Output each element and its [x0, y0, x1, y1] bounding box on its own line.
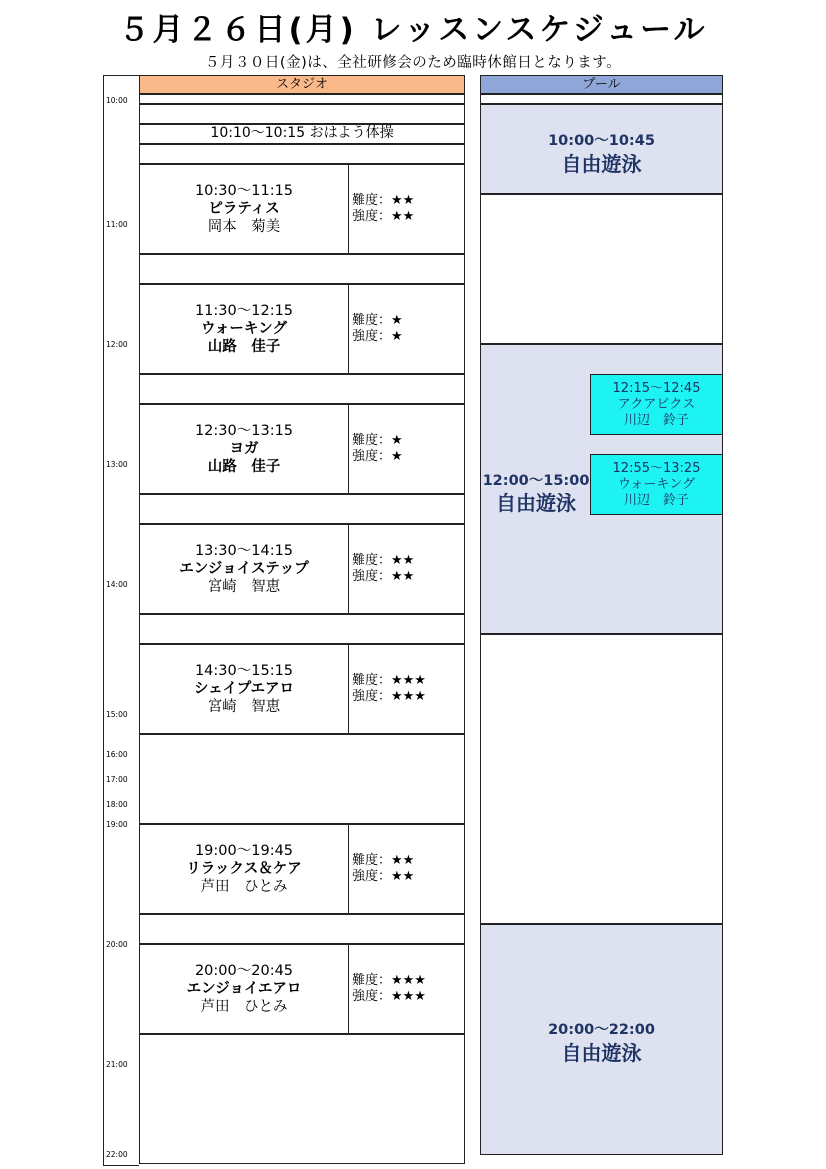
lesson-name: ウォーキング: [201, 321, 287, 337]
aqua-lesson-card: [590, 374, 723, 435]
studio-empty-slot: [139, 374, 465, 404]
morning-exercise: 10:10～10:15 おはよう体操: [139, 124, 465, 144]
studio-empty-slot: [139, 144, 465, 164]
lesson-difficulty: 難度：★★★: [352, 973, 426, 988]
lesson-name: エンジョイステップ: [179, 561, 309, 577]
lesson-instructor: 岡本 菊美: [207, 219, 281, 235]
lesson-time: 12:30～13:15: [194, 423, 294, 439]
lesson-difficulty: 難度：★★: [352, 853, 415, 868]
studio-empty-slot: [139, 104, 465, 124]
time-tick: 16:00: [106, 750, 128, 759]
lesson-name: リラックス＆ケア: [186, 861, 302, 877]
aqua-lesson-card: [590, 454, 723, 515]
lesson-difficulty: 難度：★: [352, 433, 403, 448]
lesson-instructor: 宮崎 智恵: [207, 579, 281, 595]
aqua-lesson-name: ウォーキング: [617, 476, 696, 492]
lesson-name: ヨガ: [229, 441, 259, 457]
time-tick: 18:00: [106, 800, 128, 809]
lesson-card: [139, 284, 465, 374]
free-swim-block: [480, 924, 723, 1155]
lesson-name: シェイプエアロ: [193, 681, 295, 697]
pool-header: プール: [480, 75, 723, 94]
aqua-lesson-time: 12:55～13:25: [612, 460, 701, 476]
free-swim-time: 12:00～15:00: [482, 473, 590, 489]
aqua-lesson-name: アクアビクス: [617, 396, 696, 412]
studio-empty-slot: [139, 494, 465, 524]
aqua-lesson-instructor: 川辺 鈴子: [623, 412, 689, 428]
lesson-instructor: 宮崎 智恵: [207, 699, 281, 715]
lesson-intensity: 強度：★★★: [352, 989, 426, 1004]
lesson-card: [139, 644, 465, 734]
studio-empty-slot: [139, 94, 465, 104]
lesson-intensity: 強度：★★: [352, 209, 415, 224]
lesson-intensity: 強度：★★: [352, 569, 415, 584]
studio-empty-slot: [139, 1034, 465, 1164]
lesson-instructor: 芦田 ひとみ: [200, 879, 288, 895]
pool-empty-slot: [480, 94, 723, 104]
studio-empty-slot: [139, 614, 465, 644]
lesson-intensity: 強度：★★: [352, 869, 415, 884]
time-tick: 11:00: [106, 220, 128, 229]
time-tick: 17:00: [106, 775, 128, 784]
lesson-time: 20:00～20:45: [194, 963, 294, 979]
lesson-intensity: 強度：★: [352, 449, 403, 464]
free-swim-block: [480, 104, 723, 194]
time-tick: 21:00: [106, 1060, 128, 1069]
studio-empty-slot: [139, 734, 465, 824]
lesson-time: 19:00～19:45: [194, 843, 294, 859]
lesson-time: 11:30～12:15: [194, 303, 294, 319]
lesson-name: ピラティス: [208, 201, 280, 217]
time-tick: 22:00: [106, 1150, 128, 1159]
lesson-time: 13:30～14:15: [194, 543, 294, 559]
time-tick: 15:00: [106, 710, 128, 719]
studio-empty-slot: [139, 254, 465, 284]
free-swim-label: 自由遊泳: [561, 1041, 642, 1065]
free-swim-label: 自由遊泳: [561, 152, 642, 176]
lesson-difficulty: 難度：★★★: [352, 673, 426, 688]
pool-empty-slot: [480, 194, 723, 344]
time-axis: [103, 75, 139, 1166]
studio-empty-slot: [139, 914, 465, 944]
lesson-card: [139, 164, 465, 254]
aqua-lesson-instructor: 川辺 鈴子: [623, 492, 689, 508]
lesson-instructor: 芦田 ひとみ: [200, 999, 288, 1015]
lesson-instructor: 山路 佳子: [207, 339, 281, 355]
pool-empty-slot: [480, 634, 723, 924]
lesson-difficulty: 難度：★★: [352, 553, 415, 568]
free-swim-label: 自由遊泳: [496, 491, 576, 515]
lesson-time: 14:30～15:15: [194, 663, 294, 679]
lesson-difficulty: 難度：★: [352, 313, 403, 328]
lesson-card: [139, 524, 465, 614]
lesson-card: [139, 944, 465, 1034]
aqua-lesson-time: 12:15～12:45: [612, 380, 701, 396]
time-tick: 14:00: [106, 580, 128, 589]
closure-notice: ５月３０日(金)は、全社研修会のため臨時休館日となります。: [204, 55, 622, 71]
lesson-intensity: 強度：★: [352, 329, 403, 344]
free-swim-time: 10:00～10:45: [548, 133, 655, 149]
time-tick: 20:00: [106, 940, 128, 949]
lesson-time: 10:30～11:15: [194, 183, 294, 199]
lesson-intensity: 強度：★★★: [352, 689, 426, 704]
lesson-card: [139, 824, 465, 914]
time-tick: 10:00: [106, 96, 128, 105]
page-title: ５月２６日(月) レッスンスケジュール: [118, 12, 708, 48]
lesson-name: エンジョイエアロ: [186, 981, 302, 997]
studio-header: スタジオ: [139, 75, 465, 94]
lesson-card: [139, 404, 465, 494]
time-tick: 13:00: [106, 460, 128, 469]
time-tick: 12:00: [106, 340, 128, 349]
lesson-difficulty: 難度：★★: [352, 193, 415, 208]
lesson-instructor: 山路 佳子: [207, 459, 281, 475]
free-swim-time: 20:00～22:00: [548, 1022, 655, 1038]
time-tick: 19:00: [106, 820, 128, 829]
